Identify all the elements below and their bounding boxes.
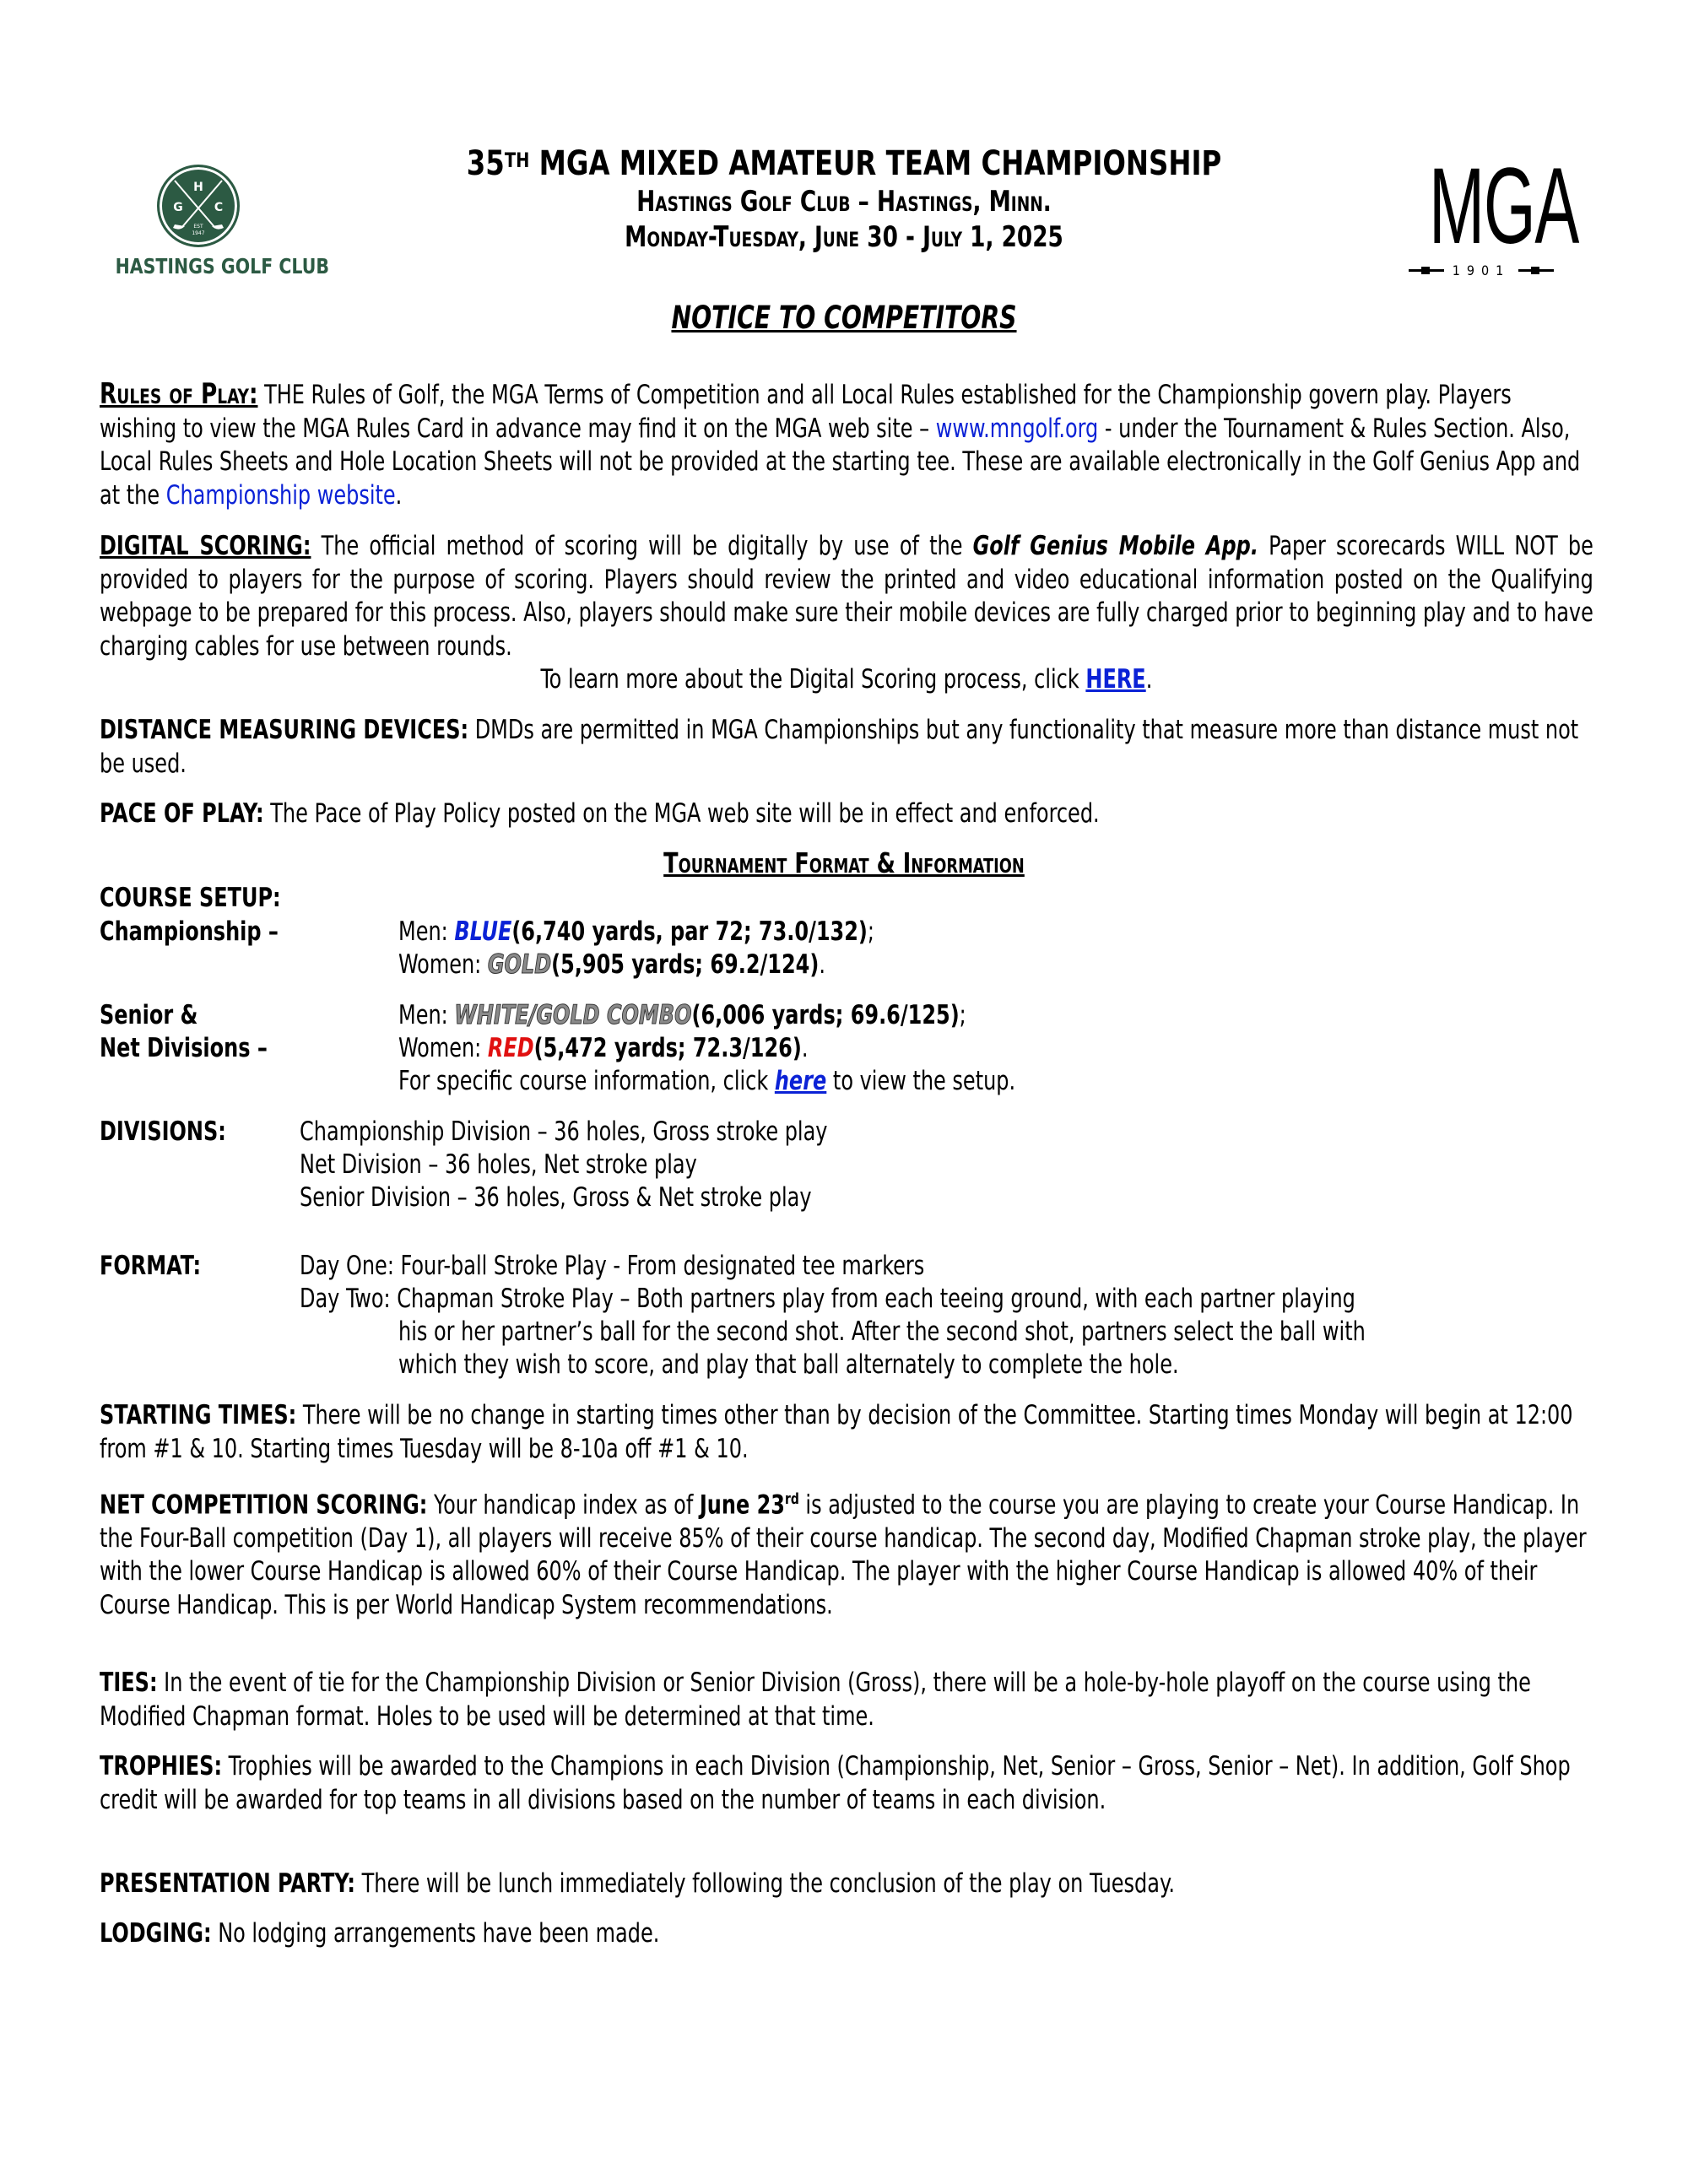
division-item: Championship Division – 36 holes, Gross stroke play bbox=[300, 1116, 828, 1147]
blue-tee-detail: (6,740 yards, par 72; 73.0/132) bbox=[511, 916, 868, 947]
title-block bbox=[321, 143, 1367, 255]
ties-text: In the event of tie for the Championship Division or Senior Division (Gross), there will be a hole-by-hole playoff on the course using the Modified Chapman format. Holes to be used will be determined at that time. bbox=[100, 1668, 1531, 1732]
venue-subtitle: Hastings Golf Club – Hastings, Minn. bbox=[636, 185, 1052, 219]
championship-women-tees bbox=[398, 949, 825, 982]
digital-scoring-text-2: Paper scorecards WILL NOT be provided to players for the purpose of scoring. Players should review the printed and video educational information posted on the Qualifying webpage to be prepared for this process. Also, players should make sure their mobile devices are fully charged prior to beginning play and to have charging cables for use between rounds. bbox=[100, 531, 1593, 662]
presentation-section bbox=[100, 1868, 1593, 1901]
championship-label: Championship – bbox=[100, 916, 279, 947]
title-ordinal: TH bbox=[504, 149, 530, 172]
starting-times-section bbox=[100, 1399, 1593, 1466]
dmd-text: DMDs are permitted in MGA Championships but any functionality that measure more than distance must not be used. bbox=[100, 715, 1579, 779]
senior-men-tees bbox=[398, 999, 966, 1033]
svg-text:C: C bbox=[214, 201, 224, 214]
svg-text:EST: EST bbox=[193, 224, 203, 230]
trophies-section bbox=[100, 1750, 1593, 1817]
course-info-line bbox=[398, 1065, 1015, 1099]
rules-of-play-text-2: - under the Tournament & Rules Section. Also, Local Rules Sheets and Hole Location Sheets will not be provided at the starting tee. These are available electronically in the Golf Genius App and at the bbox=[100, 413, 1581, 511]
championship-men-tees bbox=[398, 916, 874, 949]
course-info-suffix: to view the setup. bbox=[826, 1066, 1016, 1096]
net-scoring-section bbox=[100, 1483, 1593, 1622]
title-text: MGA MIXED AMATEUR TEAM CHAMPIONSHIP bbox=[538, 144, 1222, 183]
svg-text:G: G bbox=[173, 201, 183, 214]
division-item: Senior Division – 36 holes, Gross & Net stroke play bbox=[300, 1182, 812, 1213]
rules-of-play-label: Rules of Play: bbox=[100, 377, 258, 411]
format-label: FORMAT: bbox=[100, 1251, 202, 1281]
format-day-two-cont: his or her partner’s ball for the second shot. After the second shot, partners select the ball with bbox=[398, 1316, 1366, 1347]
club-emblem-icon bbox=[157, 165, 240, 247]
gold-tee-label: GOLD bbox=[487, 949, 552, 980]
punctuation: ; bbox=[867, 916, 874, 947]
combo-tee-detail: (6,006 yards; 69.6/125) bbox=[691, 1000, 960, 1030]
white-gold-combo-tee-label: WHITE/GOLD COMBO bbox=[454, 1000, 692, 1030]
divisions-label: DIVISIONS: bbox=[100, 1116, 226, 1147]
punctuation: . bbox=[819, 949, 825, 980]
mga-year: 1901 bbox=[1452, 262, 1511, 278]
mga-letters: MGA bbox=[1429, 146, 1579, 267]
gold-tee-detail: (5,905 yards; 69.2/124) bbox=[551, 949, 820, 980]
net-scoring-label: NET COMPETITION SCORING: bbox=[100, 1489, 428, 1521]
learn-more-text: To learn more about the Digital Scoring process, click bbox=[540, 664, 1086, 695]
digital-scoring-text: The official method of scoring will be digitally by use of the bbox=[311, 531, 973, 561]
championship-website-link[interactable]: Championship website bbox=[165, 479, 396, 511]
golf-genius-app-name: Golf Genius Mobile App. bbox=[972, 531, 1258, 561]
digital-scoring-here-link[interactable]: HERE bbox=[1085, 664, 1146, 695]
mngolf-link[interactable]: www.mngolf.org bbox=[935, 413, 1099, 444]
men-prefix: Men: bbox=[398, 916, 455, 947]
digital-scoring-label: DIGITAL SCORING: bbox=[100, 531, 311, 561]
svg-text:H: H bbox=[193, 181, 203, 194]
red-tee-label: RED bbox=[487, 1033, 534, 1063]
handicap-date: June 23 bbox=[699, 1489, 785, 1521]
course-setup-here-link[interactable]: here bbox=[774, 1066, 827, 1096]
punctuation: ; bbox=[959, 1000, 966, 1030]
punctuation: . bbox=[395, 479, 403, 511]
trophies-label: TROPHIES: bbox=[100, 1751, 223, 1781]
lodging-label: LODGING: bbox=[100, 1918, 212, 1949]
dmd-label: DISTANCE MEASURING DEVICES: bbox=[100, 715, 469, 745]
course-info-text: For specific course information, click bbox=[398, 1066, 775, 1096]
mga-logo bbox=[1397, 146, 1579, 278]
ties-section bbox=[100, 1667, 1593, 1733]
dmd-section bbox=[100, 714, 1593, 781]
punctuation: . bbox=[1145, 664, 1153, 695]
ties-label: TIES: bbox=[100, 1668, 158, 1698]
trophies-text: Trophies will be awarded to the Champions in each Division (Championship, Net, Senior – Gross, Senior – Net). In addition, Golf Shop credit will be awarded for top teams in all divisions based on the number of teams in each division. bbox=[100, 1751, 1571, 1815]
presentation-label: PRESENTATION PARTY: bbox=[100, 1868, 356, 1899]
net-scoring-text-2: is adjusted to the course you are playing to create your Course Handicap. In the Four-Ball competition (Day 1), all players will receive 85% of their course handicap. The second day, Modified Chapman stroke play, the player with the lower Course Handicap is allowed 60% of their Course Handicap. The player with the higher Course Handicap is allowed 40% of their Course Handicap. This is per World Handicap System recommendations. bbox=[100, 1489, 1587, 1620]
women-prefix: Women: bbox=[398, 949, 488, 980]
pace-of-play-section bbox=[100, 797, 1593, 831]
senior-label-line1: Senior & bbox=[100, 1000, 198, 1030]
format-day-one: Day One: Four-ball Stroke Play - From designated tee markers bbox=[300, 1251, 925, 1281]
net-scoring-text: Your handicap index as of bbox=[427, 1489, 700, 1521]
digital-scoring-section bbox=[100, 530, 1593, 663]
format-day-two-cont-2: which they wish to score, and play that ball alternately to complete the hole. bbox=[398, 1349, 1179, 1380]
blue-tee-label: BLUE bbox=[454, 916, 512, 947]
senior-label-line2: Net Divisions – bbox=[100, 1033, 268, 1063]
pace-of-play-label: PACE OF PLAY: bbox=[100, 798, 264, 829]
handicap-date-suffix: rd bbox=[784, 1490, 799, 1508]
club-name: HASTINGS GOLF CLUB bbox=[115, 254, 329, 278]
starting-times-label: STARTING TIMES: bbox=[100, 1400, 297, 1430]
divider-right-icon bbox=[1518, 269, 1554, 272]
punctuation: . bbox=[801, 1033, 809, 1063]
senior-women-tees bbox=[398, 1032, 808, 1066]
digital-scoring-learn-more bbox=[100, 663, 1593, 697]
lodging-section bbox=[100, 1917, 1593, 1951]
divider-left-icon bbox=[1409, 269, 1444, 272]
tournament-format-heading: Tournament Format & Information bbox=[663, 846, 1025, 879]
course-setup-label: COURSE SETUP: bbox=[100, 883, 281, 913]
division-item: Net Division – 36 holes, Net stroke play bbox=[300, 1149, 697, 1180]
hastings-golf-club-logo bbox=[97, 165, 329, 278]
women-prefix: Women: bbox=[398, 1033, 488, 1063]
red-tee-detail: (5,472 yards; 72.3/126) bbox=[533, 1033, 802, 1063]
pace-of-play-text: The Pace of Play Policy posted on the MGA web site will be in effect and enforced. bbox=[263, 798, 1100, 829]
page-title bbox=[373, 143, 1315, 184]
rules-of-play-section bbox=[100, 378, 1593, 512]
notice-heading: NOTICE TO COMPETITORS bbox=[671, 300, 1017, 336]
men-prefix: Men: bbox=[398, 1000, 455, 1030]
event-dates: Monday-Tuesday, June 30 - July 1, 2025 bbox=[625, 220, 1063, 254]
svg-text:1947: 1947 bbox=[192, 230, 205, 236]
format-day-two: Day Two: Chapman Stroke Play – Both partners play from each teeing ground, with each partner playing bbox=[300, 1284, 1355, 1314]
starting-times-text: There will be no change in starting times other than by decision of the Committee. Starting times Monday will begin at 12:00 from #1 & 10. Starting times Tuesday will be 8-10a off #1 & 10. bbox=[100, 1400, 1573, 1464]
presentation-text: There will be lunch immediately following the conclusion of the play on Tuesday. bbox=[355, 1868, 1175, 1899]
lodging-text: No lodging arrangements have been made. bbox=[211, 1918, 660, 1949]
rules-of-play-text: THE Rules of Golf, the MGA Terms of Competition and all Local Rules established for the Championship govern play. Players wishing to view the MGA Rules Card in advance may find it on the MGA web site – bbox=[100, 380, 1512, 444]
title-number: 35 bbox=[466, 144, 505, 183]
